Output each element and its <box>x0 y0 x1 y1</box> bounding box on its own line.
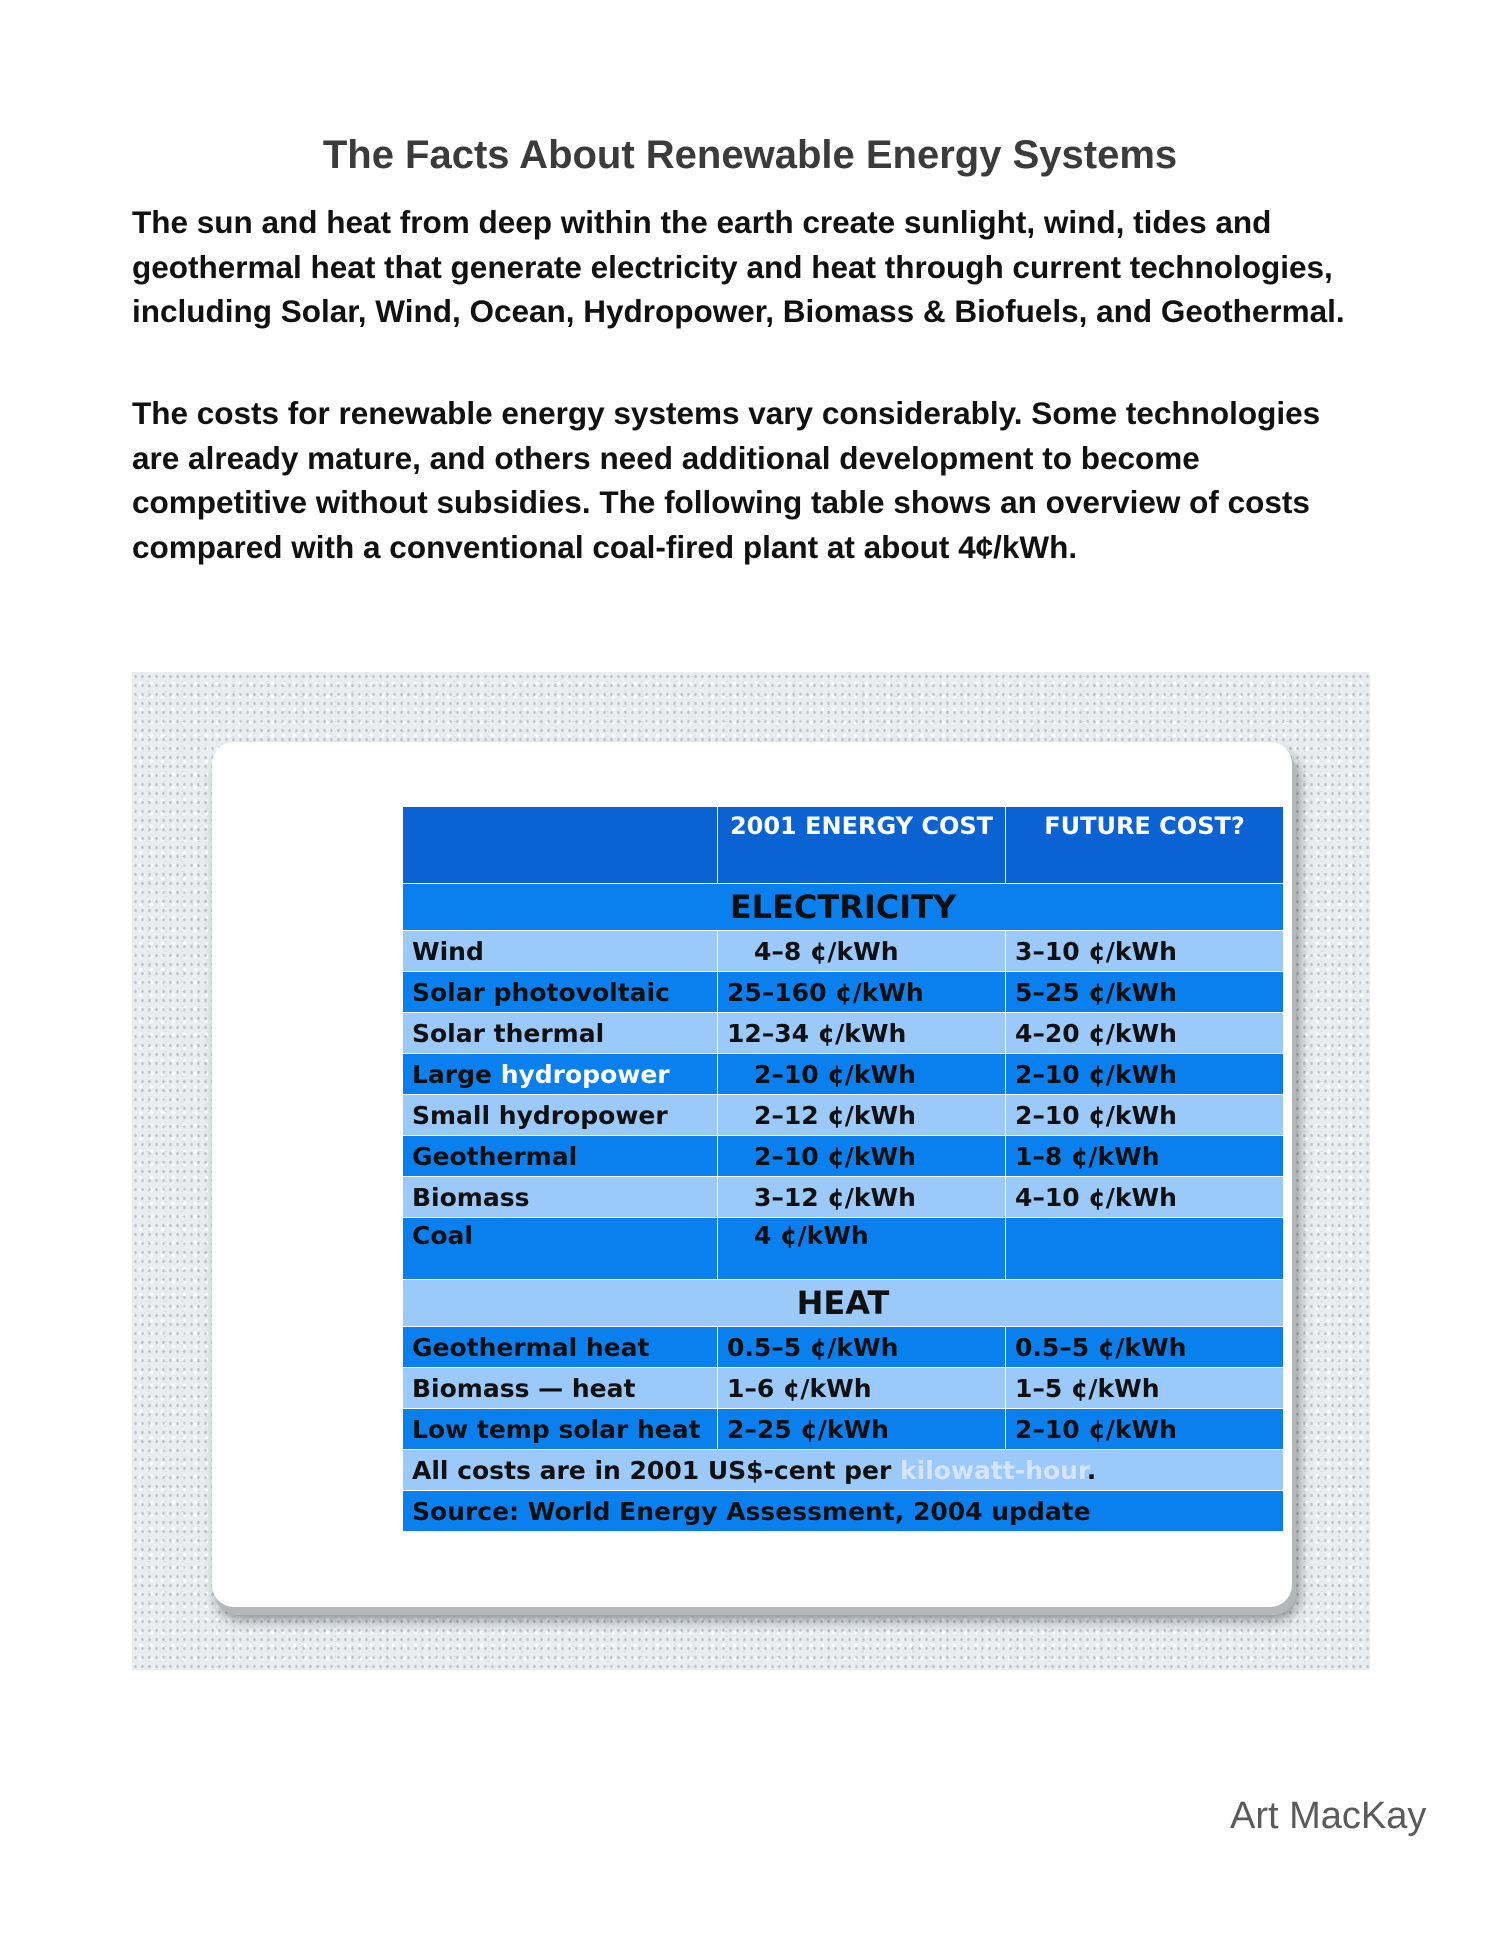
future-cost-cell: 2–10 ¢/kWh <box>1006 1054 1284 1095</box>
future-cost-cell: 0.5–5 ¢/kWh <box>1006 1327 1284 1368</box>
cost-table-figure <box>132 672 1370 1670</box>
cost-2001-cell: 2–12 ¢/kWh <box>718 1095 1006 1136</box>
table-header-row <box>403 807 1284 884</box>
header-2001-cost: 2001 ENERGY COST <box>718 807 1006 884</box>
future-cost-cell: 4–10 ¢/kWh <box>1006 1177 1284 1218</box>
cost-2001-cell: 0.5–5 ¢/kWh <box>718 1327 1006 1368</box>
table-row <box>403 1136 1284 1177</box>
table-row <box>403 931 1284 972</box>
author-signature: Art MacKay <box>1230 1795 1427 1837</box>
heat-label: HEAT <box>403 1280 1284 1327</box>
row-label: Solar photovoltaic <box>403 972 718 1013</box>
future-cost-cell: 4–20 ¢/kWh <box>1006 1013 1284 1054</box>
cost-2001-cell: 2–25 ¢/kWh <box>718 1409 1006 1450</box>
energy-cost-table <box>402 806 1284 1532</box>
row-label: Geothermal <box>403 1136 718 1177</box>
table-row <box>403 1218 1284 1280</box>
header-future-cost: FUTURE COST? <box>1006 807 1284 884</box>
electricity-section-row <box>403 884 1284 931</box>
row-label: Geothermal heat <box>403 1327 718 1368</box>
heat-section-row <box>403 1280 1284 1327</box>
future-cost-cell: 1–8 ¢/kWh <box>1006 1136 1284 1177</box>
table-row <box>403 1054 1284 1095</box>
cost-2001-cell: 1–6 ¢/kWh <box>718 1368 1006 1409</box>
future-cost-cell: 5–25 ¢/kWh <box>1006 972 1284 1013</box>
intro-paragraph: The sun and heat from deep within the earth create sunlight, wind, tides and geothermal heat that generate electricity and heat through current technologies, including Solar, Wind, Ocean, Hydropower, Biomass & Biofuels, and Geothermal. <box>132 204 1345 329</box>
table-card <box>212 742 1292 1607</box>
row-label: Solar thermal <box>403 1013 718 1054</box>
electricity-label: ELECTRICITY <box>403 884 1284 931</box>
future-cost-cell: 2–10 ¢/kWh <box>1006 1095 1284 1136</box>
cost-2001-cell: 12–34 ¢/kWh <box>718 1013 1006 1054</box>
row-label: Low temp solar heat <box>403 1409 718 1450</box>
future-cost-cell: 2–10 ¢/kWh <box>1006 1409 1284 1450</box>
row-label-part: hydropower <box>500 1059 670 1089</box>
cost-2001-cell: 25–160 ¢/kWh <box>718 972 1006 1013</box>
cost-2001-cell: 2–10 ¢/kWh <box>718 1054 1006 1095</box>
cost-2001-cell: 3–12 ¢/kWh <box>718 1177 1006 1218</box>
row-label: Small hydropower <box>403 1095 718 1136</box>
table-row <box>403 972 1284 1013</box>
source-note: Source: World Energy Assessment, 2004 update <box>403 1491 1284 1532</box>
table-row <box>403 1095 1284 1136</box>
kilowatt-hour-link[interactable]: kilowatt-hour <box>900 1455 1087 1485</box>
cost-2001-cell: 4–8 ¢/kWh <box>718 931 1006 972</box>
footnote-row <box>403 1450 1284 1491</box>
row-label: Biomass <box>403 1177 718 1218</box>
future-cost-cell: 3–10 ¢/kWh <box>1006 931 1284 972</box>
cost-2001-cell: 2–10 ¢/kWh <box>718 1136 1006 1177</box>
table-row <box>403 1327 1284 1368</box>
costs-paragraph: The costs for renewable energy systems vary considerably. Some technologies are already mature, and others need additional development to become competitive without subsidies. The following table shows an overview of costs compared with a conventional coal-fired plant at about 4¢/kWh. <box>132 395 1321 565</box>
source-row <box>403 1491 1284 1532</box>
row-label: Biomass — heat <box>403 1368 718 1409</box>
table-row <box>403 1409 1284 1450</box>
header-technology <box>403 807 718 884</box>
cost-2001-cell: 4 ¢/kWh <box>718 1218 1006 1280</box>
row-label-part: Large <box>412 1059 501 1089</box>
future-cost-cell <box>1006 1218 1284 1280</box>
future-cost-cell: 1–5 ¢/kWh <box>1006 1368 1284 1409</box>
table-row <box>403 1013 1284 1054</box>
footnote-period: . <box>1086 1455 1097 1485</box>
row-label: Coal <box>403 1218 718 1280</box>
table-row <box>403 1368 1284 1409</box>
row-label <box>403 1054 718 1095</box>
footnote-text: All costs are in 2001 US$-cent per <box>412 1455 901 1485</box>
page-title: The Facts About Renewable Energy Systems <box>322 133 1178 177</box>
table-row <box>403 1177 1284 1218</box>
row-label: Wind <box>403 931 718 972</box>
footnote <box>403 1450 1284 1491</box>
